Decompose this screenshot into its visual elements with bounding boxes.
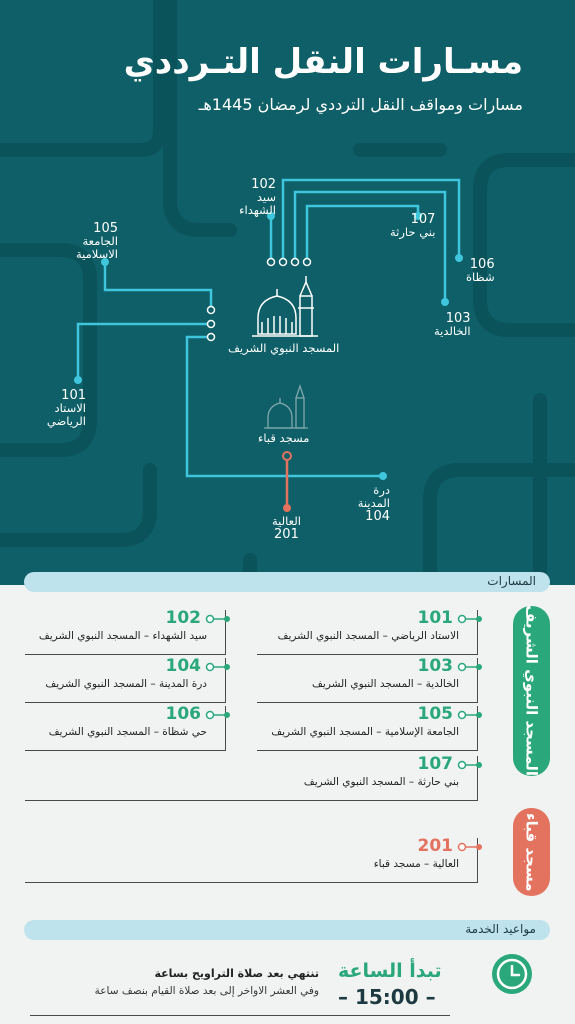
- route-line-105: [105, 262, 211, 310]
- stop-105-number: 105: [93, 221, 118, 236]
- service-start-time: – 15:00 –: [338, 985, 436, 1009]
- route-item-103: [257, 658, 478, 703]
- route-name: العالية – مسجد قباء: [373, 858, 459, 870]
- routes-section-title: المسارات: [487, 574, 536, 588]
- route-item-106: [25, 706, 226, 751]
- stop-104-number: 104: [365, 509, 390, 524]
- route-name: درة المدينة – المسجد النبوي الشريف: [45, 678, 207, 690]
- clock-icon: [490, 952, 534, 996]
- stop-107-number: 107: [410, 212, 436, 227]
- route-connector-icon: [457, 613, 483, 625]
- route-number: 104: [165, 656, 201, 676]
- route-connector-icon: [457, 759, 483, 771]
- stop-102-number: 102: [251, 177, 276, 192]
- divider: [30, 1015, 450, 1016]
- route-connector-icon: [205, 661, 231, 673]
- route-connector-icon: [205, 613, 231, 625]
- stop-103-name: الخالدية: [434, 324, 471, 338]
- stop-label-101: [46, 389, 86, 428]
- stop-label-201: [272, 515, 301, 541]
- routes-section-header: [24, 572, 550, 592]
- route-number: 105: [417, 704, 453, 724]
- route-number: 201: [417, 836, 453, 856]
- route-connector-icon: [457, 661, 483, 673]
- route-number: 107: [417, 754, 453, 774]
- route-name: الاستاد الرياضي – المسجد النبوي الشريف: [277, 630, 459, 642]
- route-connector-icon: [457, 841, 483, 853]
- quba-mosque-icon: [264, 386, 308, 428]
- stop-102-name: سيد الشهداء: [239, 190, 276, 217]
- route-item-201: [25, 838, 478, 883]
- stop-106-number: 106: [469, 257, 495, 272]
- stop-101-name: الاستاد الرياضي: [46, 401, 86, 428]
- stop-label-107: [390, 213, 435, 239]
- service-section-header: [24, 920, 550, 940]
- stop-label-103: [434, 312, 471, 338]
- service-start-label: تبدأ الساعة: [338, 960, 442, 982]
- route-number: 103: [417, 656, 453, 676]
- route-name: سيد الشهداء – المسجد النبوي الشريف: [38, 630, 207, 642]
- stop-label-106: [466, 258, 495, 284]
- stop-105-name: الجامعة الاسلامية: [75, 234, 118, 261]
- route-name: الخالدية – المسجد النبوي الشريف: [312, 678, 459, 690]
- nabawi-mosque-label: المسجد النبوي الشريف: [228, 341, 340, 355]
- service-section-title: مواعيد الخدمة: [465, 922, 536, 936]
- stop-label-104: [357, 483, 390, 524]
- stop-201-name: العالية: [272, 514, 301, 528]
- stop-201-number: 201: [274, 527, 299, 542]
- page-subtitle: مسارات ومواقف النقل الترددي لرمضان 1445هـ: [198, 95, 523, 114]
- stop-107-name: بني حارثة: [390, 225, 436, 239]
- route-number: 101: [417, 608, 453, 628]
- route-number: 102: [165, 608, 201, 628]
- route-connector-icon: [457, 709, 483, 721]
- group-quba-label: مسجد قباء: [522, 812, 541, 892]
- route-item-107: [25, 756, 478, 801]
- stop-dots: [74, 212, 463, 512]
- stop-106-name: شظاة: [466, 270, 495, 284]
- nabawi-mosque-icon: [252, 276, 318, 336]
- stop-label-105: [62, 222, 118, 261]
- route-connector-icon: [205, 709, 231, 721]
- stop-label-102: [240, 178, 276, 217]
- route-line-101: [78, 324, 211, 380]
- route-name: بني حارثة – المسجد النبوي الشريف: [303, 776, 459, 788]
- group-nabawi-label: المسجد النبوي الشريف: [522, 605, 541, 777]
- stop-101-number: 101: [61, 388, 86, 403]
- group-pill-nabawi: [513, 606, 550, 776]
- quba-mosque-label: مسجد قباء: [258, 431, 310, 445]
- service-last-ten-note: وفي العشر الاواخر إلى بعد صلاة القيام بنصف ساعة: [94, 985, 319, 997]
- route-name: حي شظاة – المسجد النبوي الشريف: [48, 726, 207, 738]
- page-title: مسـارات النقل التـرددي: [123, 42, 523, 82]
- service-end-note: تنتهي بعد صلاة التراويح بساعة: [154, 967, 319, 980]
- route-item-105: [257, 706, 478, 751]
- route-item-104: [25, 658, 226, 703]
- stop-104-name: درة المدينة: [357, 483, 390, 510]
- stop-103-number: 103: [445, 311, 471, 326]
- route-name: الجامعة الإسلامية – المسجد النبوي الشريف: [271, 726, 459, 738]
- route-line-103: [295, 192, 445, 302]
- route-item-102: [25, 610, 226, 655]
- route-number: 106: [165, 704, 201, 724]
- route-item-101: [257, 610, 478, 655]
- group-pill-quba: [513, 808, 550, 896]
